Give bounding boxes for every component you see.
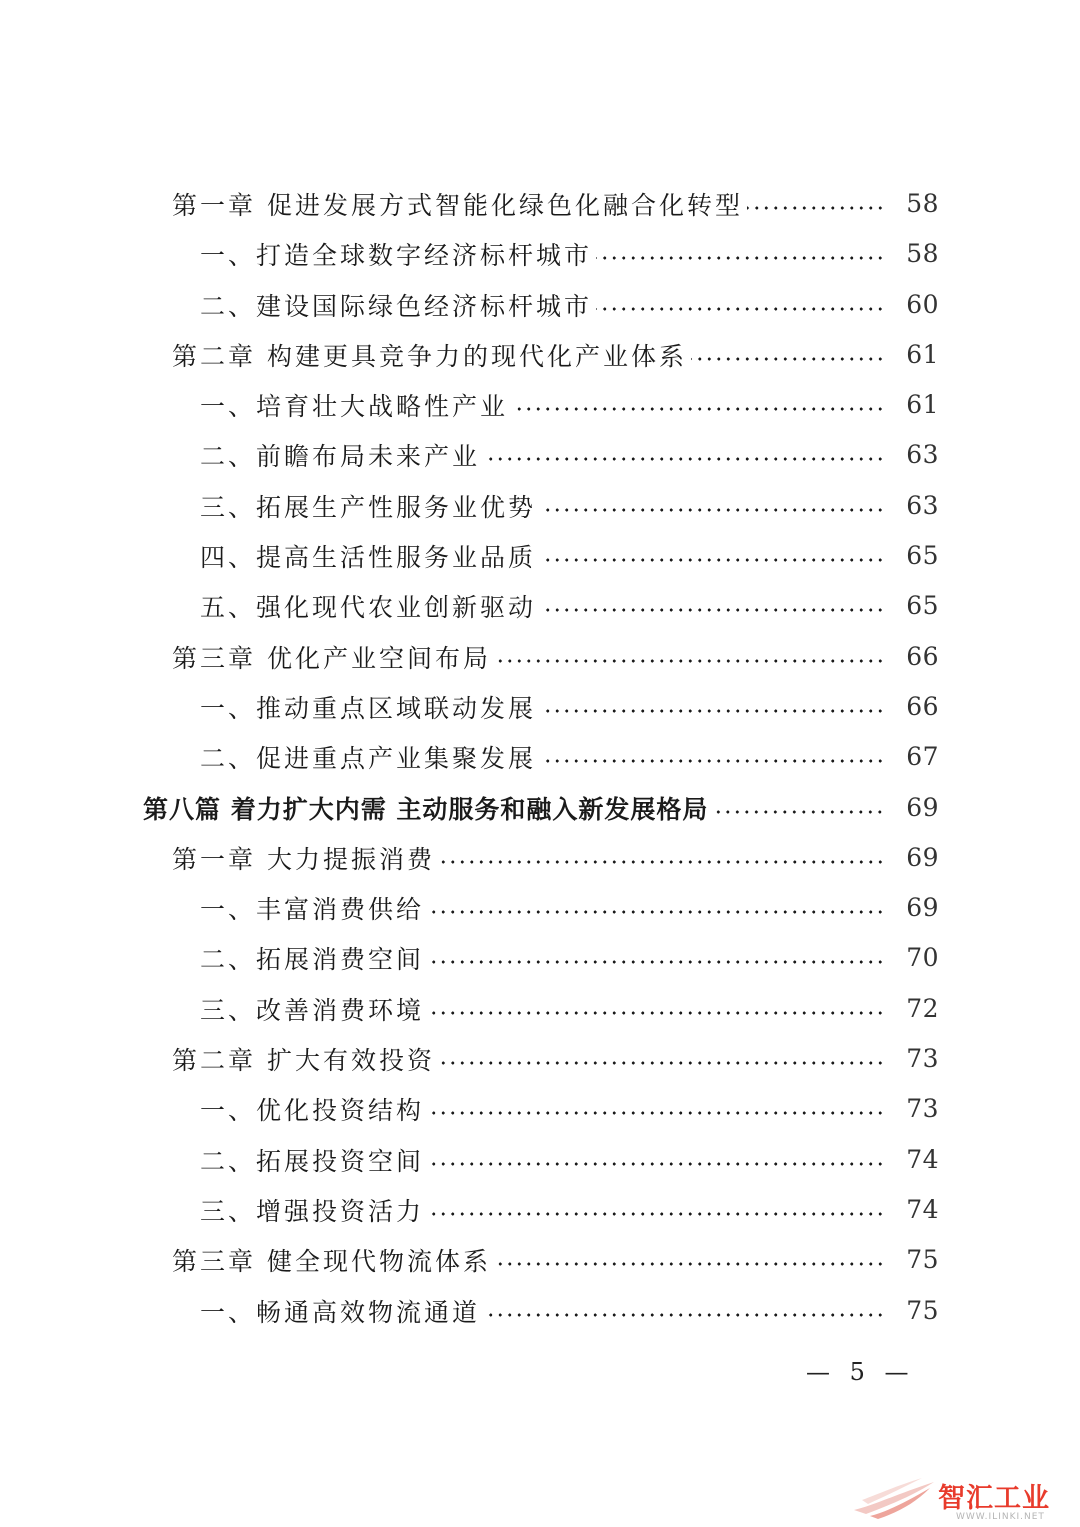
- toc-row-section: [0, 932, 1080, 982]
- toc-row-chapter: [0, 631, 1080, 681]
- dot-leader: [495, 1262, 885, 1266]
- dot-leader: [691, 357, 885, 361]
- toc-page-number: 69: [906, 792, 939, 822]
- toc-row-section: [0, 681, 1080, 731]
- dot-leader: [596, 307, 885, 311]
- dot-leader: [540, 709, 885, 713]
- dot-leader: [540, 759, 885, 763]
- dot-leader: [428, 1111, 885, 1115]
- toc-page-number: 73: [906, 1044, 939, 1074]
- toc-title: 第八篇 着力扩大内需 主动服务和融入新发展格局: [143, 794, 709, 824]
- toc-page-number: 75: [906, 1295, 939, 1325]
- dot-leader: [484, 1313, 885, 1317]
- toc-page-number: 73: [906, 1094, 939, 1124]
- toc-page-number: 63: [906, 440, 939, 470]
- toc-entry: [200, 536, 893, 576]
- toc-page-number: 58: [906, 239, 939, 269]
- toc-title: 一、打造全球数字经济标杆城市: [200, 241, 593, 271]
- toc-entry: [200, 385, 893, 425]
- toc-row-part: [0, 782, 1080, 832]
- toc-page-number: 60: [906, 289, 939, 319]
- dot-leader: [428, 910, 885, 914]
- toc-title: 三、拓展生产性服务业优势: [200, 492, 537, 522]
- toc-row-chapter: [0, 1234, 1080, 1284]
- toc-title: 二、拓展消费空间: [200, 945, 425, 975]
- toc-entry: [200, 989, 893, 1029]
- toc-entry: [172, 1240, 893, 1280]
- toc-page-number: 65: [906, 541, 939, 571]
- toc-entry: [200, 586, 893, 626]
- dot-leader: [540, 608, 885, 612]
- toc-title: 第三章 优化产业空间布局: [172, 643, 491, 673]
- toc-row-section: [0, 983, 1080, 1033]
- toc-row-chapter: [0, 178, 1080, 228]
- toc-page-number: 61: [906, 390, 939, 420]
- dot-leader: [428, 1162, 885, 1166]
- toc-title: 第一章 大力提振消费: [172, 844, 435, 874]
- toc-page-number: 69: [906, 893, 939, 923]
- toc-entry: [172, 184, 893, 224]
- toc-page-number: 61: [906, 339, 939, 369]
- toc-entry: [200, 1089, 893, 1129]
- toc-title: 一、丰富消费供给: [200, 895, 425, 925]
- dot-leader: [484, 457, 885, 461]
- dot-leader: [428, 960, 885, 964]
- toc-row-chapter: [0, 1033, 1080, 1083]
- dot-leader: [428, 1011, 885, 1015]
- dot-leader: [596, 256, 885, 260]
- toc-title: 二、前瞻布局未来产业: [200, 442, 481, 472]
- toc-page-number: 66: [906, 641, 939, 671]
- toc-entry: [200, 1190, 893, 1230]
- toc-title: 二、拓展投资空间: [200, 1146, 425, 1176]
- toc-row-section: [0, 1184, 1080, 1234]
- toc-entry: [200, 938, 893, 978]
- toc-row-section: [0, 731, 1080, 781]
- dot-leader: [439, 1061, 885, 1065]
- toc-page-number: 65: [906, 591, 939, 621]
- dot-leader: [512, 407, 885, 411]
- dot-leader: [747, 206, 885, 210]
- toc-title: 二、建设国际绿色经济标杆城市: [200, 291, 593, 321]
- toc-entry: [200, 486, 893, 526]
- toc-title: 一、培育壮大战略性产业: [200, 392, 509, 422]
- toc-page-number: 67: [906, 742, 939, 772]
- toc-row-section: [0, 379, 1080, 429]
- toc-title: 四、提高生活性服务业品质: [200, 543, 537, 573]
- toc-page-number: 69: [906, 842, 939, 872]
- toc-row-section: [0, 1083, 1080, 1133]
- toc-title: 三、增强投资活力: [200, 1196, 425, 1226]
- toc-entry: [143, 788, 893, 828]
- toc-title: 二、促进重点产业集聚发展: [200, 744, 537, 774]
- toc-page-number: 70: [906, 943, 939, 973]
- toc-row-section: [0, 580, 1080, 630]
- dot-leader: [540, 558, 885, 562]
- toc-row-section: [0, 429, 1080, 479]
- toc-entry: [200, 435, 893, 475]
- dot-leader: [495, 659, 885, 663]
- toc-row-section: [0, 279, 1080, 329]
- toc-row-section: [0, 530, 1080, 580]
- toc-page-number: 66: [906, 691, 939, 721]
- toc-title: 第二章 构建更具竞争力的现代化产业体系: [172, 341, 687, 371]
- toc-title: 一、推动重点区域联动发展: [200, 693, 537, 723]
- toc-entry: [172, 838, 893, 878]
- toc-page-number: 63: [906, 490, 939, 520]
- toc-row-chapter: [0, 329, 1080, 379]
- toc-row-section: [0, 1285, 1080, 1335]
- toc-title: 第二章 扩大有效投资: [172, 1046, 435, 1076]
- toc-entry: [200, 687, 893, 727]
- toc-title: 一、优化投资结构: [200, 1096, 425, 1126]
- toc-row-section: [0, 480, 1080, 530]
- watermark: [852, 1476, 1074, 1524]
- dot-leader: [712, 810, 885, 814]
- toc-title: 一、畅通高效物流通道: [200, 1297, 481, 1327]
- table-of-contents: [0, 178, 1080, 1335]
- toc-title: 第一章 促进发展方式智能化绿色化融合化转型: [172, 191, 743, 220]
- toc-row-section: [0, 882, 1080, 932]
- watermark-logo-icon: [852, 1476, 936, 1520]
- page-number: — 5 —: [806, 1358, 915, 1386]
- toc-row-section: [0, 1134, 1080, 1184]
- toc-entry: [172, 1039, 893, 1079]
- toc-entry: [200, 234, 893, 274]
- toc-page-number: 58: [906, 189, 939, 218]
- toc-entry: [200, 737, 893, 777]
- toc-entry: [172, 637, 893, 677]
- toc-row-chapter: [0, 832, 1080, 882]
- dot-leader: [439, 860, 885, 864]
- toc-entry: [200, 285, 893, 325]
- toc-title: 第三章 健全现代物流体系: [172, 1247, 491, 1277]
- toc-title: 三、改善消费环境: [200, 995, 425, 1025]
- toc-page-number: 75: [906, 1245, 939, 1275]
- toc-page-number: 72: [906, 993, 939, 1023]
- toc-title: 五、强化现代农业创新驱动: [200, 593, 537, 623]
- toc-page-number: 74: [906, 1144, 939, 1174]
- watermark-url: WWW.ILINKI.NET: [956, 1512, 1045, 1522]
- toc-entry: [200, 1291, 893, 1331]
- watermark-brand-name: 智汇工业: [938, 1483, 1050, 1514]
- dot-leader: [540, 508, 885, 512]
- dot-leader: [428, 1212, 885, 1216]
- toc-row-section: [0, 228, 1080, 278]
- toc-page-number: 74: [906, 1194, 939, 1224]
- toc-entry: [200, 888, 893, 928]
- toc-entry: [200, 1140, 893, 1180]
- toc-entry: [172, 335, 893, 375]
